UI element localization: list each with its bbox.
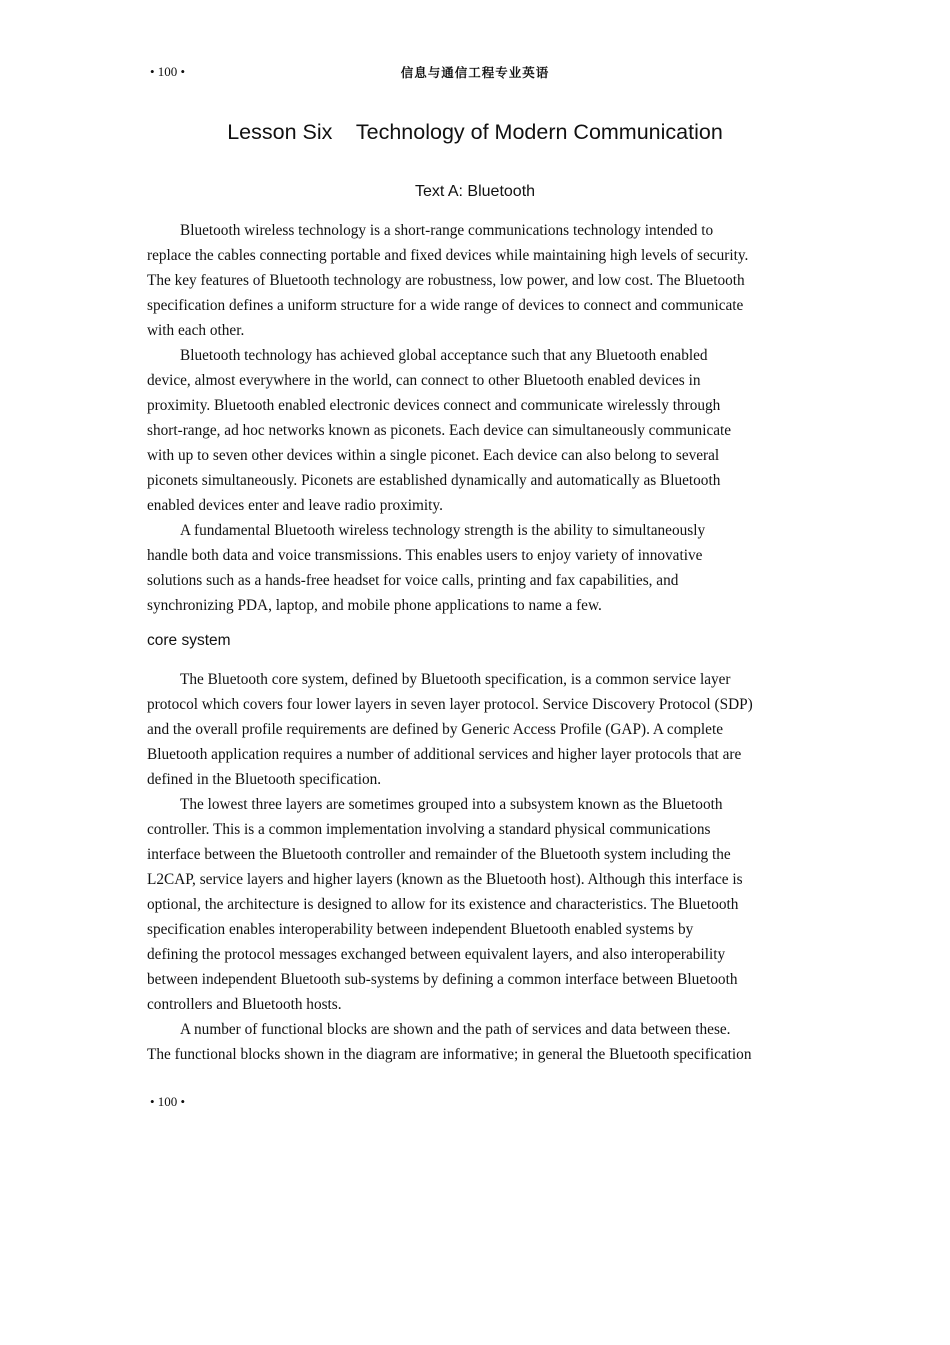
text-line: defining the protocol messages exchanged between equivalent layers, and also interoperability (147, 946, 726, 963)
text-line: Bluetooth wireless technology is a short-range communications technology intended to (180, 222, 714, 239)
text-line: and the overall profile requirements are defined by Generic Access Profile (GAP). A complete (147, 721, 723, 738)
footer-page-number: • 100 • (150, 1094, 186, 1109)
section-b-body (147, 667, 812, 1067)
text-line: optional, the architecture is designed to allow for its existence and characteristics. The Bluetooth (147, 896, 739, 913)
text-line: protocol which covers four lower layers in seven layer protocol. Service Discovery Protocol (SDP) (147, 696, 753, 713)
text-line: controller. This is a common implementation involving a standard physical communications (147, 821, 711, 838)
text-line: The Bluetooth core system, defined by Bluetooth specification, is a common service layer (180, 671, 731, 688)
text-line: piconets simultaneously. Piconets are established dynamically and automatically as Bluetooth (147, 472, 721, 489)
text-line: enabled devices enter and leave radio proximity. (147, 497, 443, 514)
text-line: A fundamental Bluetooth wireless technology strength is the ability to simultaneously (180, 522, 706, 539)
text-line: short-range, ad hoc networks known as piconets. Each device can simultaneously communicate (147, 422, 732, 439)
paragraph (147, 667, 812, 792)
paragraph (147, 218, 812, 343)
text-line: solutions such as a hands-free headset for voice calls, printing and fax capabilities, and (147, 572, 679, 589)
paragraph (147, 1017, 812, 1067)
text-line: replace the cables connecting portable and fixed devices while maintaining high levels of security. (147, 247, 749, 264)
text-line: defined in the Bluetooth specification. (147, 771, 382, 788)
text-line: with up to seven other devices within a single piconet. Each device can also belong to several (147, 447, 720, 464)
text-line: synchronizing PDA, laptop, and mobile phone applications to name a few. (147, 597, 602, 614)
text-line: Bluetooth application requires a number of additional services and higher layer protocols that are (147, 746, 742, 763)
text-line: L2CAP, service layers and higher layers (known as the Bluetooth host). Although this interface is (147, 871, 743, 888)
text-line: device, almost everywhere in the world, can connect to other Bluetooth enabled devices in (147, 372, 701, 389)
header-page-number: • 100 • (150, 64, 186, 79)
text-line: proximity. Bluetooth enabled electronic devices connect and communicate wirelessly through (147, 397, 721, 414)
text-line: handle both data and voice transmissions. This enables users to enjoy variety of innovative (147, 547, 703, 564)
text-line: controllers and Bluetooth hosts. (147, 996, 342, 1013)
header-book-title: 信息与通信工程专业英语 (400, 65, 550, 80)
text-line: The functional blocks shown in the diagram are informative; in general the Bluetooth specification (147, 1046, 752, 1063)
lesson-title: Lesson Six Technology of Modern Communication (227, 120, 723, 144)
text-line: interface between the Bluetooth controller and remainder of the Bluetooth system including the (147, 846, 731, 863)
text-line: A number of functional blocks are shown and the path of services and data between these. (180, 1021, 731, 1038)
paragraph (147, 792, 812, 1017)
text-line: The key features of Bluetooth technology are robustness, low power, and low cost. The Bluetooth (147, 272, 745, 289)
text-line: with each other. (147, 322, 245, 339)
section-heading: core system (147, 632, 231, 649)
section-a-body (147, 218, 812, 618)
text-line: between independent Bluetooth sub-systems by defining a common interface between Bluetooth (147, 971, 738, 988)
paragraph (147, 343, 812, 518)
text-line: The lowest three layers are sometimes grouped into a subsystem known as the Bluetooth (180, 796, 723, 813)
text-line: specification enables interoperability between independent Bluetooth enabled systems by (147, 921, 694, 938)
text-line: specification defines a uniform structure for a wide range of devices to connect and communicate (147, 297, 744, 314)
text-line: Bluetooth technology has achieved global acceptance such that any Bluetooth enabled (180, 347, 708, 364)
paragraph (147, 518, 812, 618)
text-title: Text A: Bluetooth (414, 183, 536, 200)
